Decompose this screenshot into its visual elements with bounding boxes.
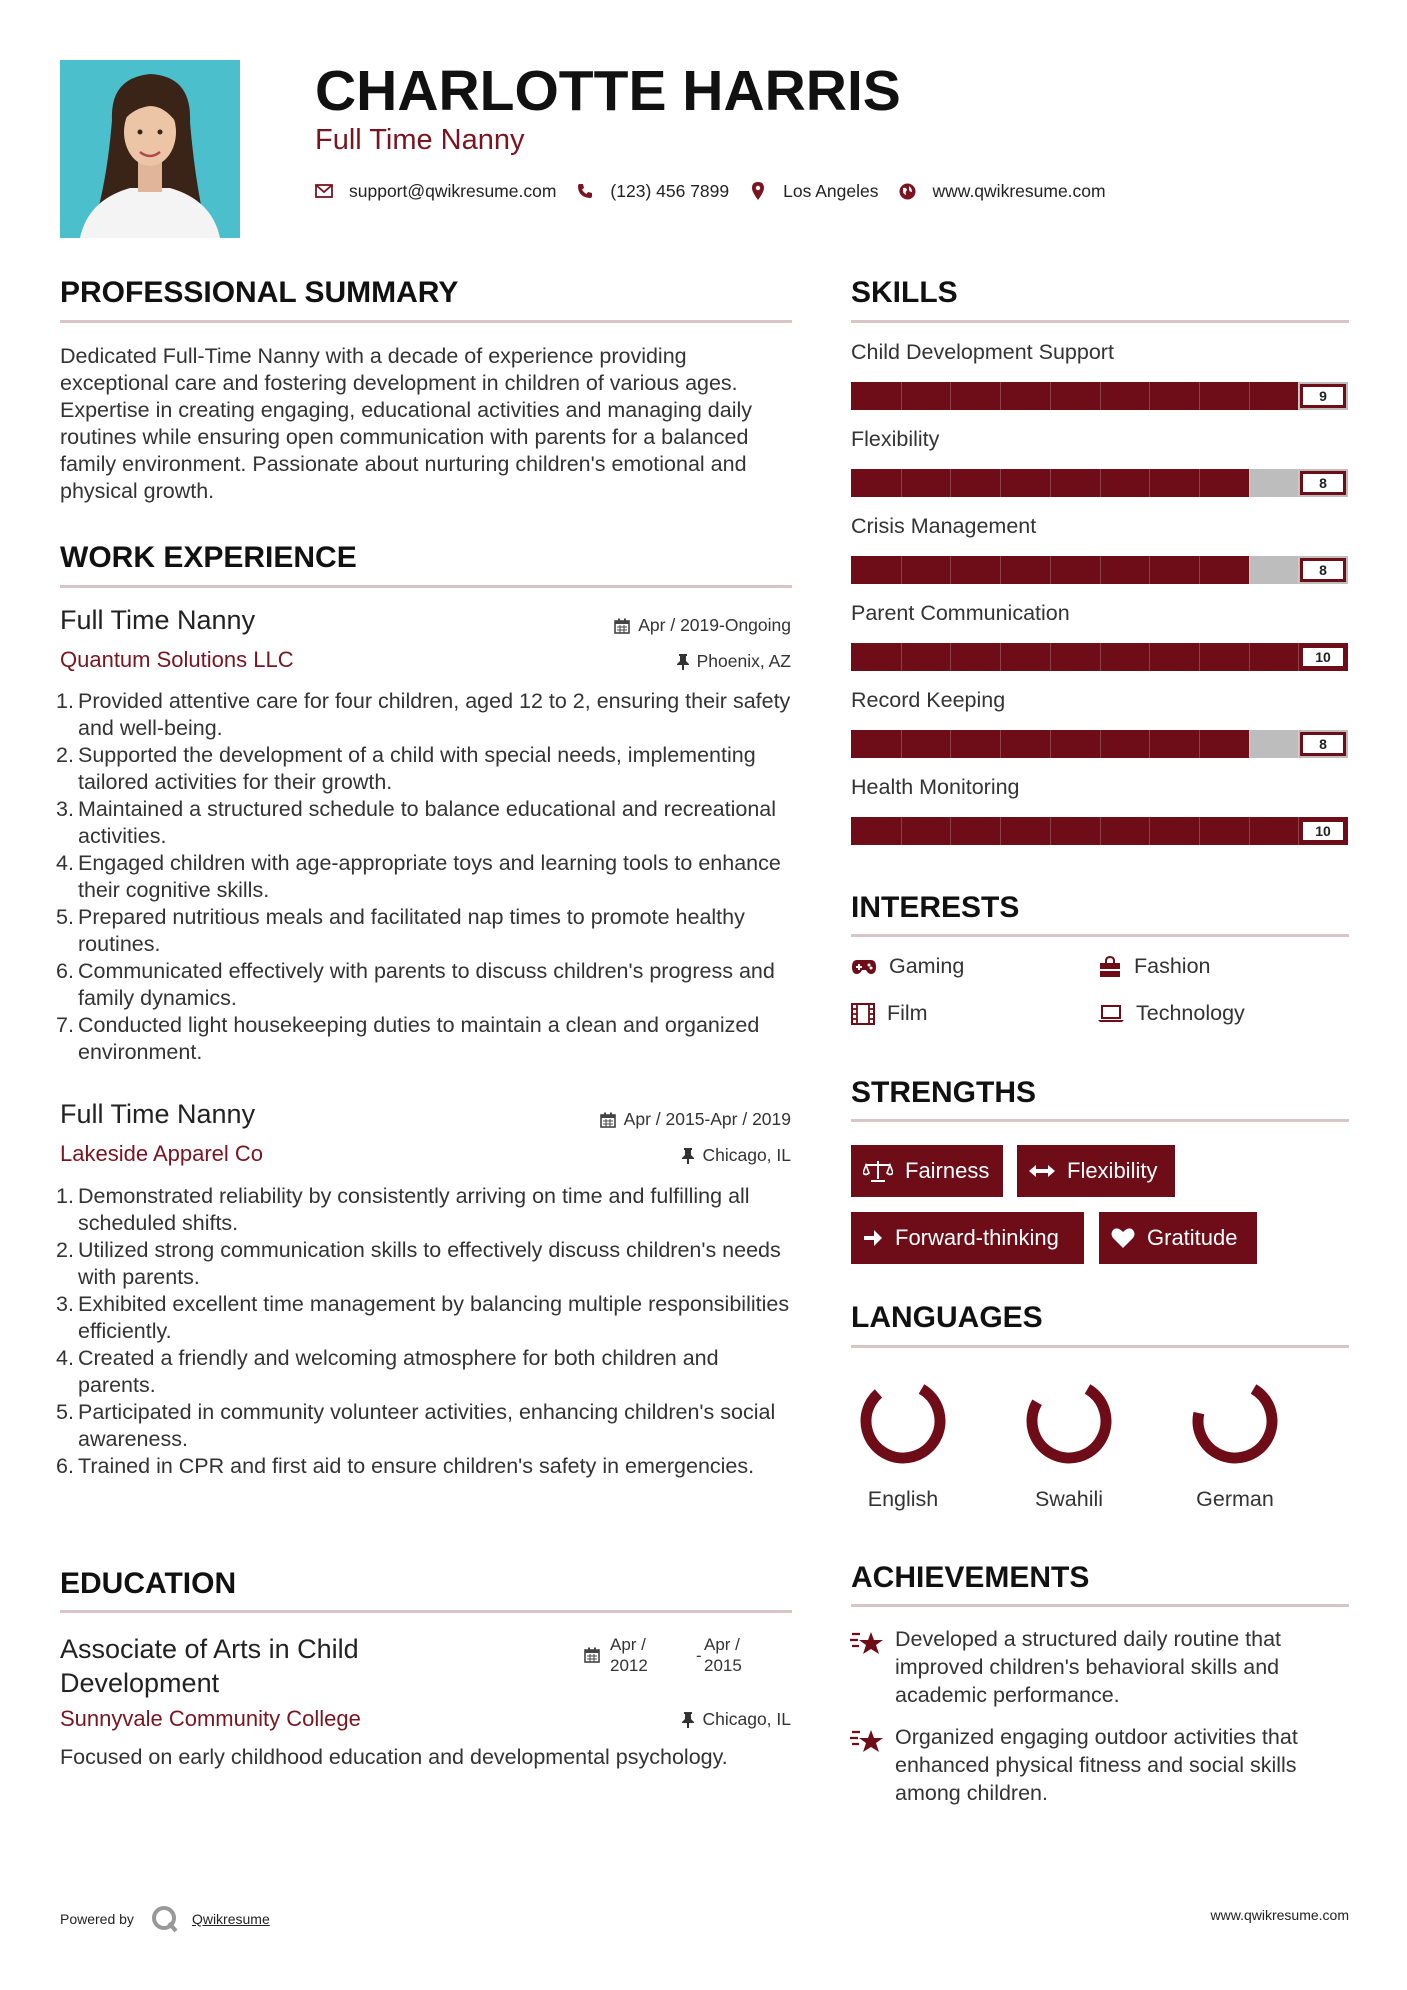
skill-bar-segment [901,643,902,671]
job-bullet [56,904,796,958]
job-title: Full Time Nanny [60,1099,256,1129]
skill-bar-segment [901,382,902,410]
skill-bar-segment [1149,382,1150,410]
interest-label: Gaming [889,954,965,978]
job-bullet-text: Maintained a structured schedule to balance educational and recreational activities. [78,797,777,848]
education-title: EDUCATION [60,1567,237,1600]
language-ring-arc [1185,1371,1285,1471]
skill-bar-segment [1149,556,1150,584]
job-bullet [56,1345,796,1399]
job-bullet [56,1453,796,1480]
skill-bar-segment [1199,469,1200,497]
contact-email[interactable]: support@qwikresume.com [349,180,557,201]
skill-bar [851,382,1348,410]
job-bullet-number: 4. [56,851,74,875]
skill-bar-segment [1199,556,1200,584]
strength-label: Forward-thinking [895,1225,1059,1250]
skill-bar-segment [1149,643,1150,671]
skill-bar [851,469,1348,497]
strength-label: Gratitude [1147,1225,1238,1250]
job-bullet-text: Demonstrated reliability by consistently arriving on time and fulfilling all scheduled shifts. [78,1184,750,1235]
job-bullet-number: 3. [56,1292,74,1316]
job-bullet-number: 3. [56,797,74,821]
skill-bar [851,556,1348,584]
education-start-year: 2012 [610,1656,648,1675]
skill-bar-segment [901,469,902,497]
job-bullet-number: 6. [56,1454,74,1478]
education-location-text: Chicago, IL [702,1709,791,1729]
skill-bar-segment [1050,556,1051,584]
scale-icon [863,1160,893,1182]
strength-tag [1099,1212,1257,1264]
job-title: Full Time Nanny [60,605,256,635]
achievement-item: Organized engaging outdoor activities that enhanced physical fitness and social skills among children. [895,1725,1298,1805]
skill-bar-segment [950,469,951,497]
skill-bar-segment [1199,817,1200,845]
strength-label: Flexibility [1067,1158,1158,1183]
strengths-divider [851,1119,1349,1122]
candidate-name: CHARLOTTE HARRIS [315,59,901,123]
summary-divider [60,320,792,323]
job-bullet [56,1399,796,1453]
bag-icon [1098,956,1122,978]
languages-title: LANGUAGES [851,1301,1043,1334]
skill-bar-segment [1050,469,1051,497]
skill-bar-segment [950,382,951,410]
skill-bar-segment [1050,730,1051,758]
laptop-icon [1098,1005,1124,1023]
skill-bar-segment [1249,556,1250,584]
skill-bar-segment [950,556,951,584]
job-bullet-text: Created a friendly and welcoming atmosphere for both children and parents. [78,1346,719,1397]
job-bullet-list [56,688,796,1066]
skill-bar-segment [1050,817,1051,845]
skill-label: Health Monitoring [851,775,1020,799]
education-end [704,1634,742,1676]
footer-powered-label: Powered by [60,1911,134,1927]
job-bullet-text: Provided attentive care for four children, aged 12 to 2, ensuring their safety and well-being. [78,689,791,740]
education-divider [60,1610,792,1613]
film-icon [851,1003,875,1025]
job-bullet-number: 1. [56,689,74,713]
arrow-right-icon [863,1228,883,1248]
skill-bar-segment [901,730,902,758]
calendar-icon [584,1647,600,1663]
candidate-role: Full Time Nanny [315,124,525,156]
education-start [610,1634,648,1676]
job-bullet-text: Prepared nutritious meals and facilitated nap times to promote healthy routines. [78,905,745,956]
skill-bar-segment [1000,730,1001,758]
language-ring [1019,1371,1119,1471]
interest-label: Technology [1136,1001,1245,1025]
job-dates [600,1109,791,1130]
summary-title: PROFESSIONAL SUMMARY [60,276,459,309]
strengths-title: STRENGTHS [851,1076,1037,1109]
skill-bar-segment [950,730,951,758]
footer-brand-link[interactable]: Qwikresume [191,1911,270,1927]
job-company: Lakeside Apparel Co [60,1141,264,1166]
skill-bar-segment [1249,469,1250,497]
skill-bar-segment [1100,556,1101,584]
skill-bar-segment [1298,643,1299,671]
job-bullet-text: Conducted light housekeeping duties to maintain a clean and organized environment. [78,1013,760,1064]
job-bullet-number: 7. [56,1013,74,1037]
skill-level: 8 [1300,558,1346,582]
job-location [682,1145,791,1166]
interest-item [1098,1001,1245,1026]
skill-bar-segment [1000,382,1001,410]
skill-bar-segment [901,556,902,584]
skill-bar-segment [1149,817,1150,845]
job-bullet-number: 6. [56,959,74,983]
calendar-icon [600,1112,616,1128]
job-dates-text: Apr / 2015-Apr / 2019 [623,1109,791,1129]
skill-label: Record Keeping [851,688,1006,712]
skill-bar-segment [1249,817,1250,845]
award-star-icon [850,1728,884,1756]
skill-bar-segment [1050,382,1051,410]
job-bullet-text: Supported the development of a child with special needs, implementing tailored activities for their growth. [78,743,756,794]
job-bullet-text: Participated in community volunteer activities, enhancing children's social awareness. [78,1400,776,1451]
skill-bar-segment [1000,469,1001,497]
globe-icon [899,182,917,200]
education-end-month: Apr / [704,1635,740,1654]
job-location-text: Chicago, IL [702,1145,791,1165]
skill-bar-segment [1100,382,1101,410]
strength-tag [1017,1145,1175,1197]
skill-bar-segment [1100,817,1101,845]
skill-bar-segment [1100,730,1101,758]
achievements-title: ACHIEVEMENTS [851,1561,1090,1594]
job-bullet-text: Engaged children with age-appropriate toys and learning tools to enhance their cognitive skills. [78,851,781,902]
qwikresume-logo-icon [150,1904,180,1934]
skill-bar-segment [1298,469,1299,497]
languages-divider [851,1345,1349,1348]
skill-bar-segment [1199,382,1200,410]
skill-bar-segment [1298,556,1299,584]
contact-website[interactable]: www.qwikresume.com [932,180,1106,201]
education-degree: Associate of Arts in Child Development [60,1634,359,1698]
profile-photo [60,60,240,238]
skill-label: Parent Communication [851,601,1070,625]
job-bullet-text: Utilized strong communication skills to effectively discuss children's needs with parents. [78,1238,781,1289]
job-bullet [56,1012,796,1066]
mail-icon [315,182,333,200]
phone-icon [576,182,594,200]
skill-label: Flexibility [851,427,940,451]
job-company: Quantum Solutions LLC [60,647,294,672]
job-location-text: Phoenix, AZ [696,651,791,671]
education-location [682,1709,791,1730]
skills-title: SKILLS [851,276,958,309]
strength-tag [851,1212,1084,1264]
achievement-item: Developed a structured daily routine that improved children's behavioral skills and academic performance. [895,1627,1282,1707]
gamepad-icon [851,959,877,975]
job-bullet-number: 4. [56,1346,74,1370]
skill-bar-fill [851,382,1298,410]
summary-text: Dedicated Full-Time Nanny with a decade of experience providing exceptional care and fostering development in children of various ages. Expertise in creating engaging, educational activities and managing daily routines while ensuring open communication with parents for a balanced family environment. Passionate about nurturing children's emotional and physical growth. [60,344,753,503]
pushpin-icon [682,1148,694,1164]
job-bullet [56,1291,796,1345]
award-star-icon [850,1630,884,1658]
job-bullet-number: 2. [56,1238,74,1262]
skill-bar [851,730,1348,758]
skill-bar-segment [1249,643,1250,671]
skill-label: Child Development Support [851,340,1114,364]
skill-bar-segment [950,817,951,845]
interests-divider [851,934,1349,937]
job-bullet-list [56,1183,796,1480]
location-pin-icon [749,182,767,200]
job-bullet-text: Trained in CPR and first aid to ensure children's safety in emergencies. [78,1454,755,1478]
job-bullet [56,850,796,904]
footer-powered-by [60,1904,270,1934]
footer-website[interactable]: www.qwikresume.com [1210,1907,1349,1923]
skill-bar-segment [1199,730,1200,758]
contact-phone[interactable]: (123) 456 7899 [610,180,730,201]
calendar-icon [614,618,630,634]
job-dates-text: Apr / 2019-Ongoing [638,615,791,635]
education-school: Sunnyvale Community College [60,1706,361,1731]
language-ring [1185,1371,1285,1471]
strength-tag [851,1145,1003,1197]
skill-level: 9 [1300,384,1346,408]
interest-item [851,1001,928,1026]
arrows-horizontal-icon [1029,1163,1055,1179]
contact-location: Los Angeles [783,180,879,201]
skill-bar [851,643,1348,671]
job-bullet [56,958,796,1012]
skill-bar-segment [901,817,902,845]
language-ring-arc [1019,1371,1119,1471]
skill-label: Crisis Management [851,514,1037,538]
language-ring [853,1371,953,1471]
experience-divider [60,585,792,588]
skill-bar-segment [950,643,951,671]
skill-bar-segment [1000,817,1001,845]
experience-title: WORK EXPERIENCE [60,541,357,574]
skill-bar-segment [1000,556,1001,584]
heart-icon [1111,1227,1135,1249]
interest-item [851,954,964,979]
education-description: Focused on early childhood education and developmental psychology. [60,1745,728,1769]
job-bullet-text: Communicated effectively with parents to discuss children's progress and family dynamics. [78,959,775,1010]
job-bullet-number: 5. [56,1400,74,1424]
skill-bar-segment [1298,817,1299,845]
job-bullet [56,1183,796,1237]
education-start-month: Apr / [610,1635,646,1654]
skill-level: 10 [1300,819,1346,843]
skill-bar-segment [1149,469,1150,497]
job-bullet [56,742,796,796]
interests-title: INTERESTS [851,891,1020,924]
job-bullet-number: 2. [56,743,74,767]
language-ring-arc [853,1371,953,1471]
job-bullet [56,796,796,850]
interest-item [1098,954,1211,979]
language-label: German [1196,1487,1274,1511]
language-label: English [867,1487,939,1511]
contact-bar [315,178,1126,204]
skill-bar-segment [1100,469,1101,497]
job-bullet [56,1237,796,1291]
skill-bar-segment [1298,730,1299,758]
education-date-separator: - [696,1646,702,1665]
job-dates [614,615,791,636]
interest-label: Fashion [1134,954,1211,978]
job-bullet-text: Exhibited excellent time management by balancing multiple responsibilities efficiently. [78,1292,790,1343]
skill-bar-segment [1298,382,1299,410]
achievements-divider [851,1604,1349,1607]
job-bullet [56,688,796,742]
job-location [677,651,791,672]
education-end-year: 2015 [704,1656,742,1675]
skill-level: 8 [1300,471,1346,495]
skill-bar-segment [1249,730,1250,758]
skills-divider [851,320,1349,323]
skill-bar-segment [1149,730,1150,758]
skill-bar-segment [1050,643,1051,671]
skill-bar-segment [1100,643,1101,671]
skill-bar [851,817,1348,845]
strength-label: Fairness [905,1158,990,1183]
job-bullet-number: 5. [56,905,74,929]
language-label: Swahili [1034,1487,1104,1511]
skill-bar-segment [1199,643,1200,671]
skill-bar-segment [1000,643,1001,671]
skill-level: 8 [1300,732,1346,756]
skill-bar-segment [1249,382,1250,410]
pushpin-icon [682,1712,694,1728]
interest-label: Film [887,1001,928,1025]
pushpin-icon [677,654,689,670]
skill-level: 10 [1300,645,1346,669]
job-bullet-number: 1. [56,1184,74,1208]
